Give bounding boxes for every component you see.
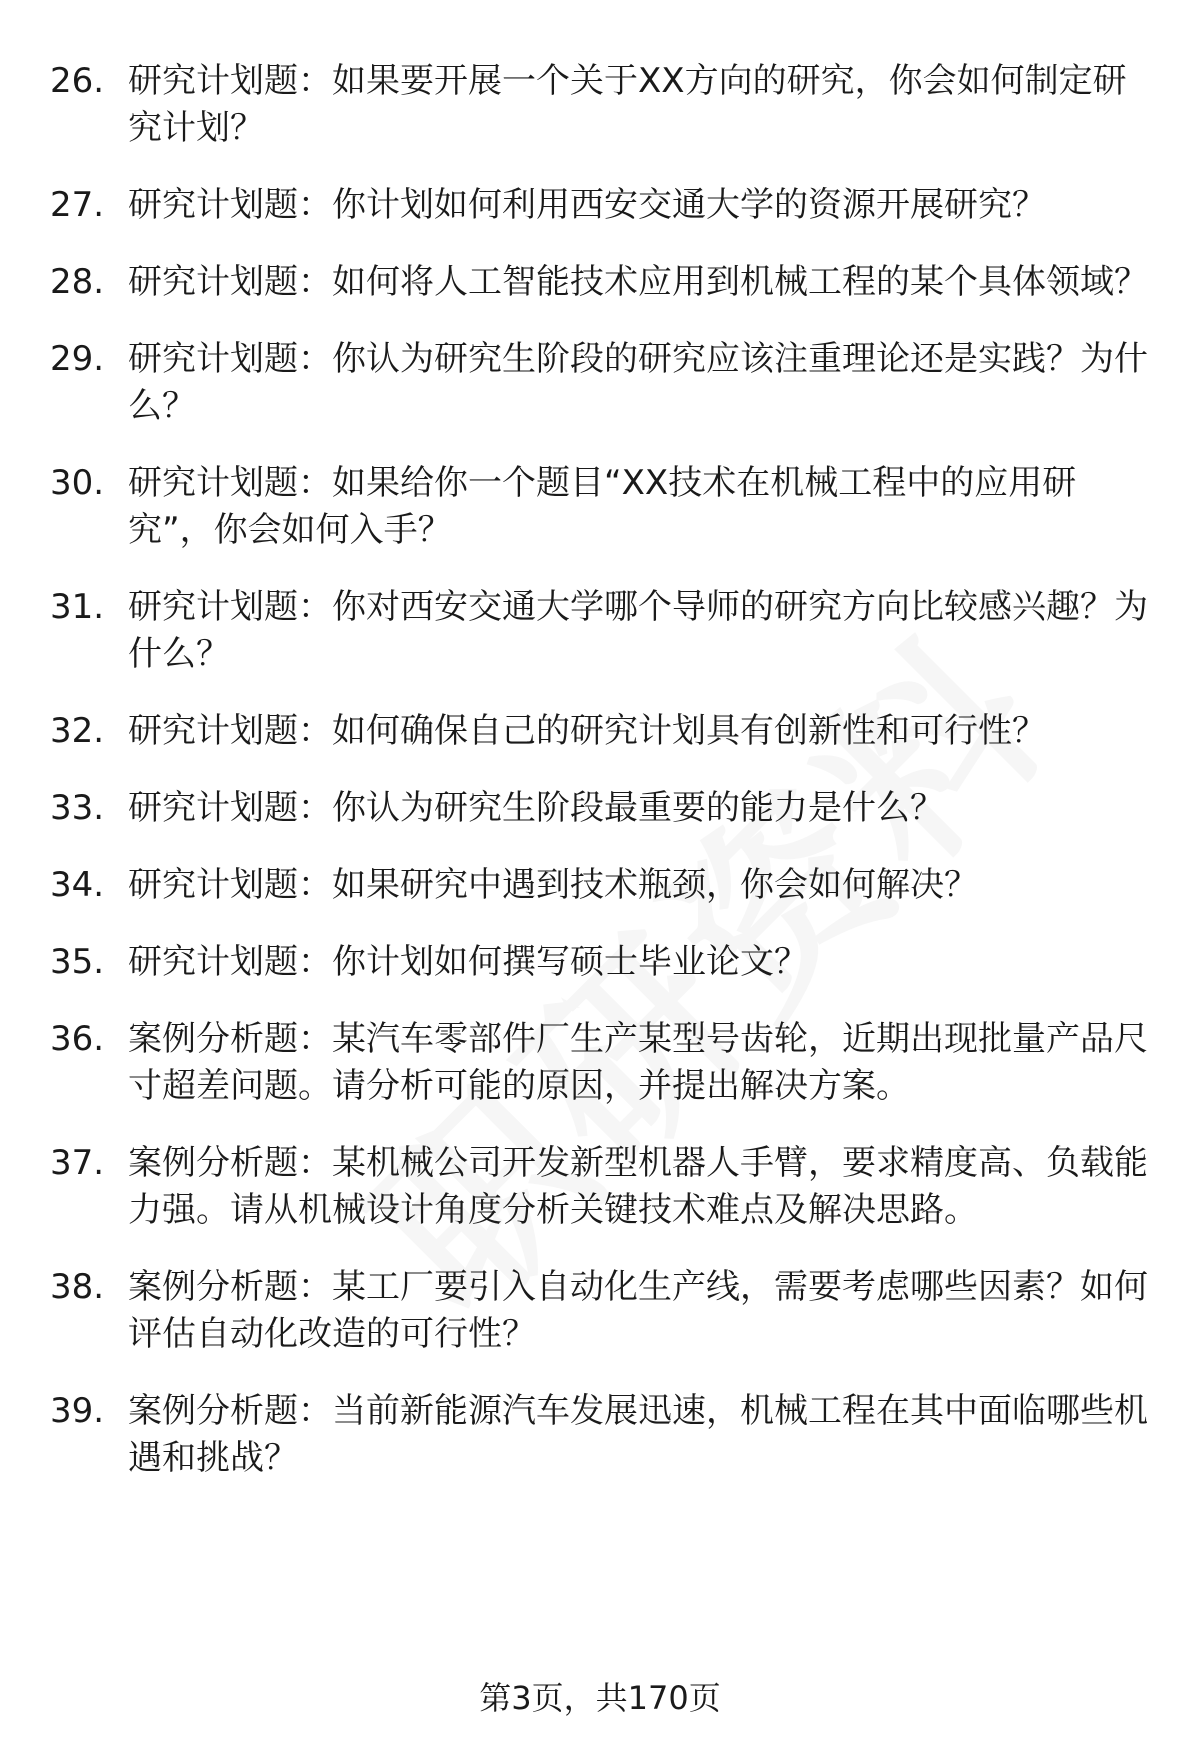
question-text: 研究计划题：你认为研究生阶段最重要的能力是什么？ [128, 788, 944, 828]
question-text: 案例分析题：某工厂要引入自动化生产线，需要考虑哪些因素？如何评估自动化改造的可行性？ [128, 1267, 1148, 1354]
question-text: 案例分析题：某汽车零部件厂生产某型号齿轮，近期出现批量产品尺寸超差问题。请分析可能的原因，并提出解决方案。 [128, 1019, 1148, 1106]
question-text: 研究计划题：如果给你一个题目“XX技术在机械工程中的应用研究”，你会如何入手？ [128, 463, 1077, 550]
question-list [50, 58, 1160, 1512]
question-text: 研究计划题：你计划如何利用西安交通大学的资源开展研究？ [128, 185, 1046, 225]
page-footer: 第3页，共170页 [479, 1679, 721, 1717]
question-number: 32. [50, 711, 105, 751]
question-item [50, 1140, 1160, 1234]
question-number: 36. [50, 1019, 105, 1059]
question-item [50, 862, 1160, 909]
question-item [50, 336, 1160, 430]
question-number: 34. [50, 865, 105, 905]
question-item [50, 785, 1160, 832]
question-text: 研究计划题：你认为研究生阶段的研究应该注重理论还是实践？为什么？ [128, 339, 1148, 426]
question-number: 28. [50, 262, 105, 302]
question-item [50, 584, 1160, 678]
question-text: 研究计划题：你对西安交通大学哪个导师的研究方向比较感兴趣？为什么？ [128, 587, 1148, 674]
question-number: 35. [50, 942, 105, 982]
question-text: 研究计划题：如果要开展一个关于XX方向的研究，你会如何制定研究计划？ [128, 61, 1127, 148]
question-item [50, 708, 1160, 755]
question-number: 31. [50, 587, 105, 627]
question-item [50, 182, 1160, 229]
question-text: 研究计划题：如果研究中遇到技术瓶颈，你会如何解决？ [128, 865, 978, 905]
question-text: 研究计划题：如何确保自己的研究计划具有创新性和可行性？ [128, 711, 1046, 751]
question-item [50, 58, 1160, 152]
question-number: 33. [50, 788, 105, 828]
question-item [50, 1016, 1160, 1110]
question-text: 研究计划题：你计划如何撰写硕士毕业论文？ [128, 942, 808, 982]
question-number: 37. [50, 1143, 105, 1183]
question-item [50, 939, 1160, 986]
question-number: 27. [50, 185, 105, 225]
question-text: 案例分析题：某机械公司开发新型机器人手臂，要求精度高、负载能力强。请从机械设计角度分析关键技术难点及解决思路。 [128, 1143, 1148, 1230]
question-item [50, 259, 1160, 306]
question-item [50, 1388, 1160, 1482]
question-item [50, 460, 1160, 554]
question-item [50, 1264, 1160, 1358]
question-number: 39. [50, 1391, 105, 1431]
question-text: 研究计划题：如何将人工智能技术应用到机械工程的某个具体领域？ [128, 262, 1148, 302]
question-number: 38. [50, 1267, 105, 1307]
question-number: 30. [50, 463, 105, 503]
question-text: 案例分析题：当前新能源汽车发展迅速，机械工程在其中面临哪些机遇和挑战？ [128, 1391, 1148, 1478]
question-number: 26. [50, 61, 105, 101]
question-number: 29. [50, 339, 105, 379]
